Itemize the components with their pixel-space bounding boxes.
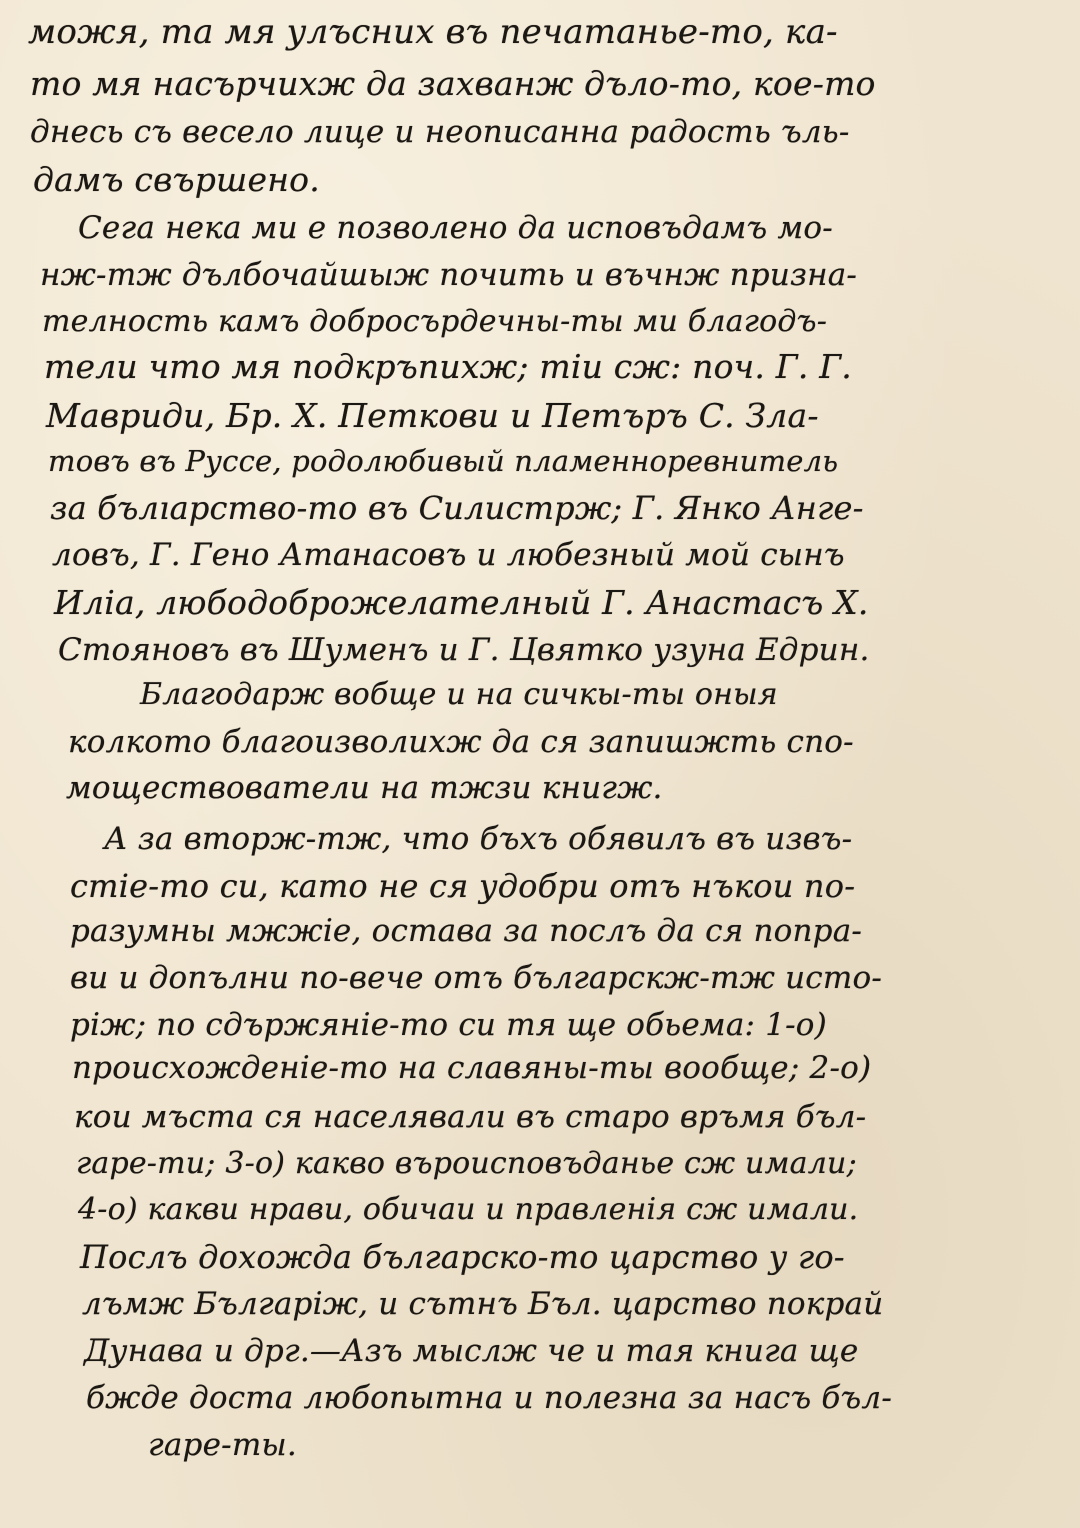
text-line-21: ви и допълни по-вече отъ българскж-тж исто-	[70, 960, 882, 996]
text-line-8: тели что мя подкръпихж; тіи сж: поч. Г. Г.	[44, 347, 852, 386]
text-line-25: гаре-ти; 3-о) какво върoисповъданье сж имали;	[76, 1146, 857, 1181]
text-line-7: телность камъ добросърдечны-ты ми благодъ-	[42, 304, 828, 339]
text-line-5: Сега нека ми е позволено да исповъдамъ мо-	[78, 210, 833, 246]
text-line-6: нж-тж дълбочайшыж почить и въчнж призна-	[40, 257, 858, 293]
text-line-28: лъмж Българіж, и сътнъ Бъл. царство покрай	[82, 1286, 884, 1322]
text-line-2: то мя насърчихж да захванж дъло-то, кое-то	[30, 64, 876, 103]
text-line-17: моществователи на тжзи книгж.	[66, 770, 663, 806]
text-line-30: бжде доста любопытна и полезна за насъ бъл-	[86, 1380, 893, 1416]
text-line-27: Послъ дохожда българско-то царство у го-	[80, 1238, 845, 1276]
text-line-22: ріж; по сдържяніе-то си тя ще обьема: 1-о)	[70, 1007, 827, 1043]
text-line-20: разумны мжжіе, остава за послъ да ся попра-	[70, 913, 863, 949]
text-line-10: товъ въ Руссе, родолюбивый пламенноревнитель	[48, 444, 839, 478]
text-line-13: Иліа, любодоброжелателный Г. Анастасъ Х.	[54, 583, 869, 622]
text-line-12: ловъ, Г. Гено Атанасовъ и любезный мой сынъ	[52, 537, 845, 573]
text-line-24: кои мъста ся населявали въ старо връмя бъл-	[74, 1099, 867, 1135]
text-line-1: можя, та мя улъсних въ печатанье-то, ка-	[28, 12, 838, 52]
text-line-19: стіе-то си, като не ся удобри отъ нъкои по-	[70, 867, 856, 905]
text-line-29: Дунава и дрг.—Азъ мыслж че и тая книга ще	[84, 1333, 859, 1369]
text-line-23: происхожденіе-то на славяны-ты вообще; 2-о)	[72, 1050, 872, 1086]
text-line-31: гаре-ты.	[148, 1427, 297, 1463]
text-line-16: колкото благоизволихж да ся запишжть спо-	[68, 724, 854, 760]
text-line-11: за бълıарство-то въ Силистрж; Г. Янко Анге-	[50, 489, 864, 527]
text-line-3: днесь съ весело лице и неописанна радость ъль-	[30, 114, 850, 150]
text-line-15: Благодарж вобще и на сичкы-ты оныя	[140, 677, 778, 712]
text-line-26: 4-о) какви нрави, обичаи и правленія сж имали.	[78, 1192, 859, 1227]
text-line-14: Стояновъ въ Шуменъ и Г. Цвятко узуна Едрин.	[58, 632, 870, 668]
text-line-9: Мавриди, Бр. Х. Петкови и Петъръ С. Зла-	[46, 396, 819, 435]
text-line-4: дамъ свършено.	[33, 160, 320, 199]
text-line-18: А за вторж-тж, что бъхъ обявилъ въ извъ-	[104, 821, 853, 857]
